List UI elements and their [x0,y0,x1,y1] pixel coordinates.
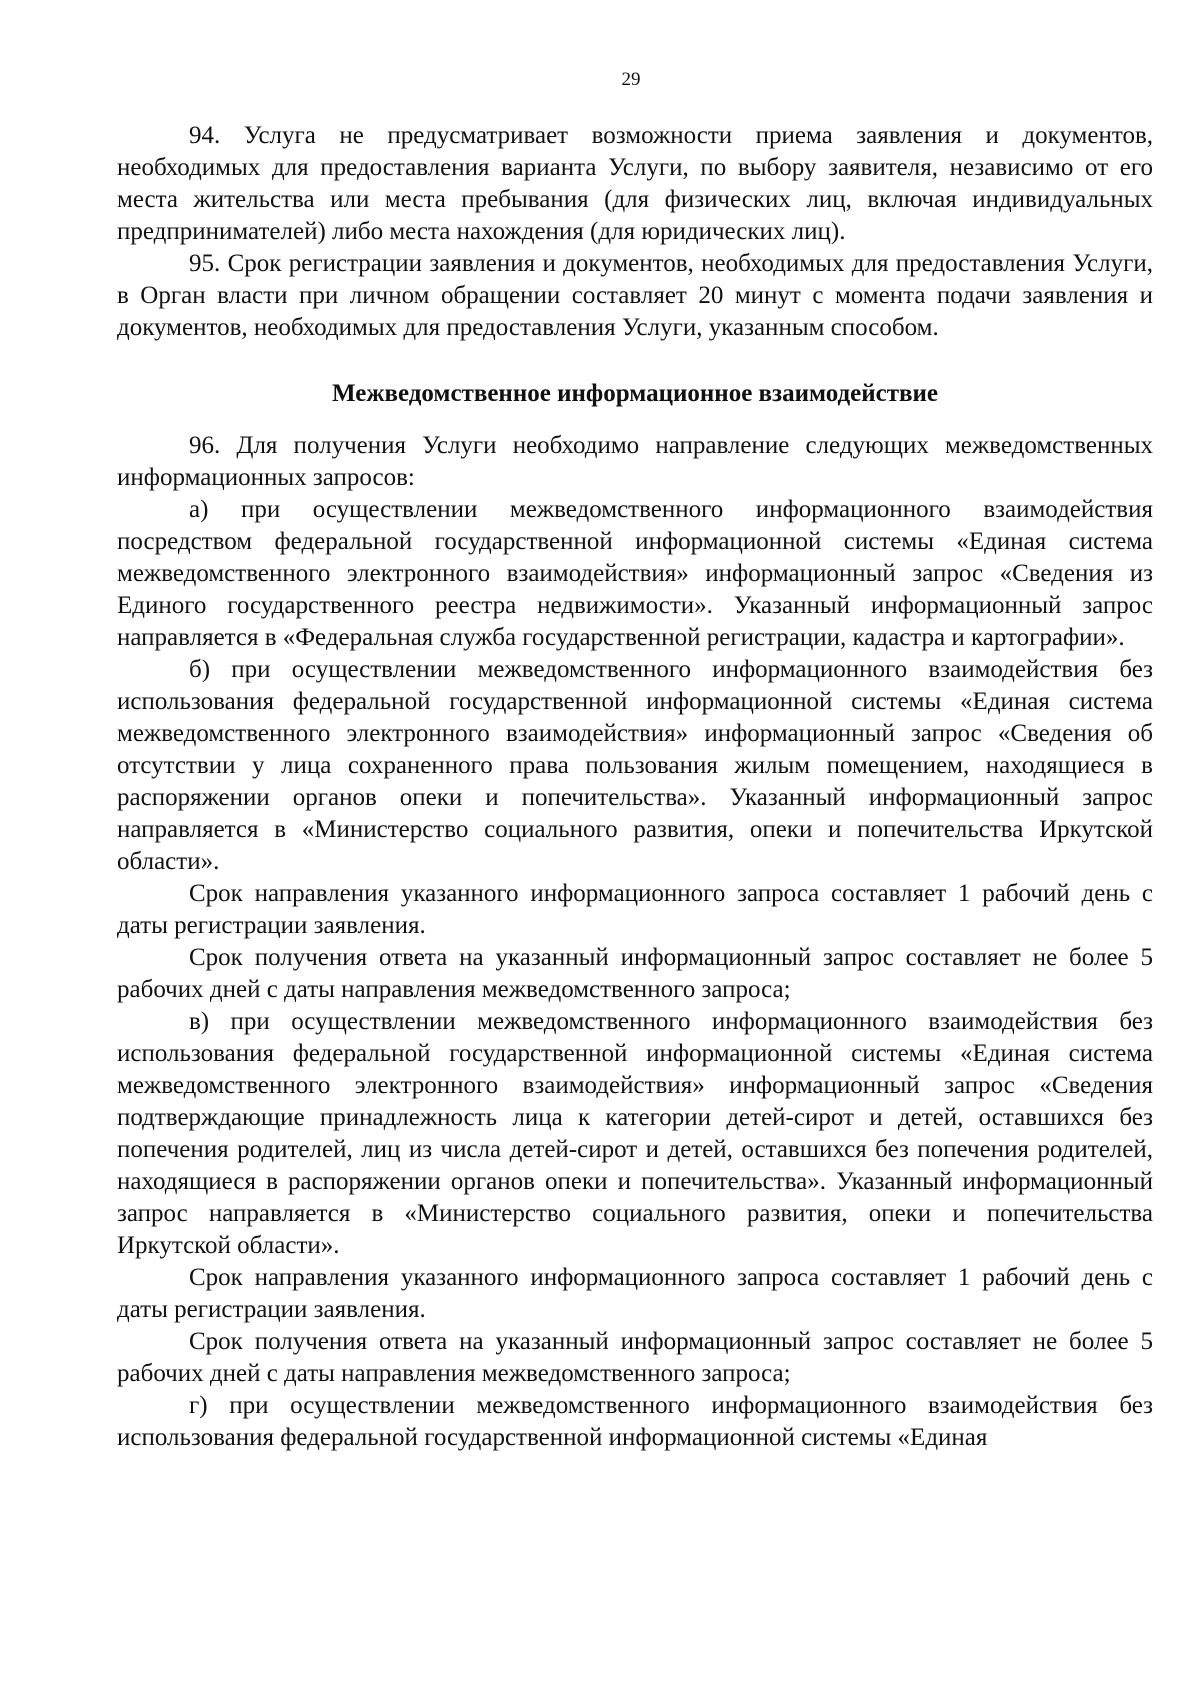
paragraph-b-response-deadline: Срок получения ответа на указанный информационный запрос составляет не более 5 рабочих дней с даты направления межведомственного запроса; [117,944,1153,1003]
paragraph-96-b: б) при осуществлении межведомственного информационного взаимодействия без использования федеральной государственной информационной системы «Единая система межведомственного электронного взаимодействия» информационный запрос «Сведения об отсутствии у лица сохраненного права пользования жилым помещением, находящиеся в распоряжении органов опеки и попечительства». Указанный информационный запрос направляется в «Министерство социального развития, опеки и попечительства Иркутской области». [117,656,1153,875]
paragraph-b-send-deadline: Срок направления указанного информационного запроса составляет 1 рабочий день с даты регистрации заявления. [117,880,1153,939]
paragraph-94: 94. Услуга не предусматривает возможности приема заявления и документов, необходимых для предоставления варианта Услуги, по выбору заявителя, независимо от его места жительства или места пребывания (для физических лиц, включая индивидуальных предпринимателей) либо места нахождения (для юридических лиц). [117,122,1153,245]
paragraph-96-v: в) при осуществлении межведомственного информационного взаимодействия без использования федеральной государственной информационной системы «Единая система межведомственного электронного взаимодействия» информационный запрос «Сведения подтверждающие принадлежность лица к категории детей-сирот и детей, оставшихся без попечения родителей, лиц из числа детей-сирот и детей, оставшихся без попечения родителей, находящиеся в распоряжении органов опеки и попечительства». Указанный информационный запрос направляется в «Министерство социального развития, опеки и попечительства Иркутской области». [117,1008,1153,1259]
page-number: 29 [621,69,641,90]
paragraph-v-response-deadline: Срок получения ответа на указанный информационный запрос составляет не более 5 рабочих дней с даты направления межведомственного запроса; [117,1328,1153,1387]
section-heading: Межведомственное информационное взаимодействие [332,380,938,407]
paragraph-95: 95. Срок регистрации заявления и документов, необходимых для предоставления Услуги, в Орган власти при личном обращении составляет 20 минут с момента подачи заявления и документов, необходимых для предоставления Услуги, указанным способом. [117,250,1153,341]
paragraph-96: 96. Для получения Услуги необходимо направление следующих межведомственных информационных запросов: [117,432,1153,491]
paragraph-v-send-deadline: Срок направления указанного информационного запроса составляет 1 рабочий день с даты регистрации заявления. [117,1264,1153,1323]
paragraph-96-g: г) при осуществлении межведомственного информационного взаимодействия без использования федеральной государственной информационной системы «Единая [117,1392,1153,1451]
document-body [117,120,1153,1454]
paragraph-96-a: а) при осуществлении межведомственного информационного взаимодействия посредством федеральной государственной информационной системы «Единая система межведомственного электронного взаимодействия» информационный запрос «Сведения из Единого государственного реестра недвижимости». Указанный информационный запрос направляется в «Федеральная служба государственной регистрации, кадастра и картографии». [117,496,1153,651]
